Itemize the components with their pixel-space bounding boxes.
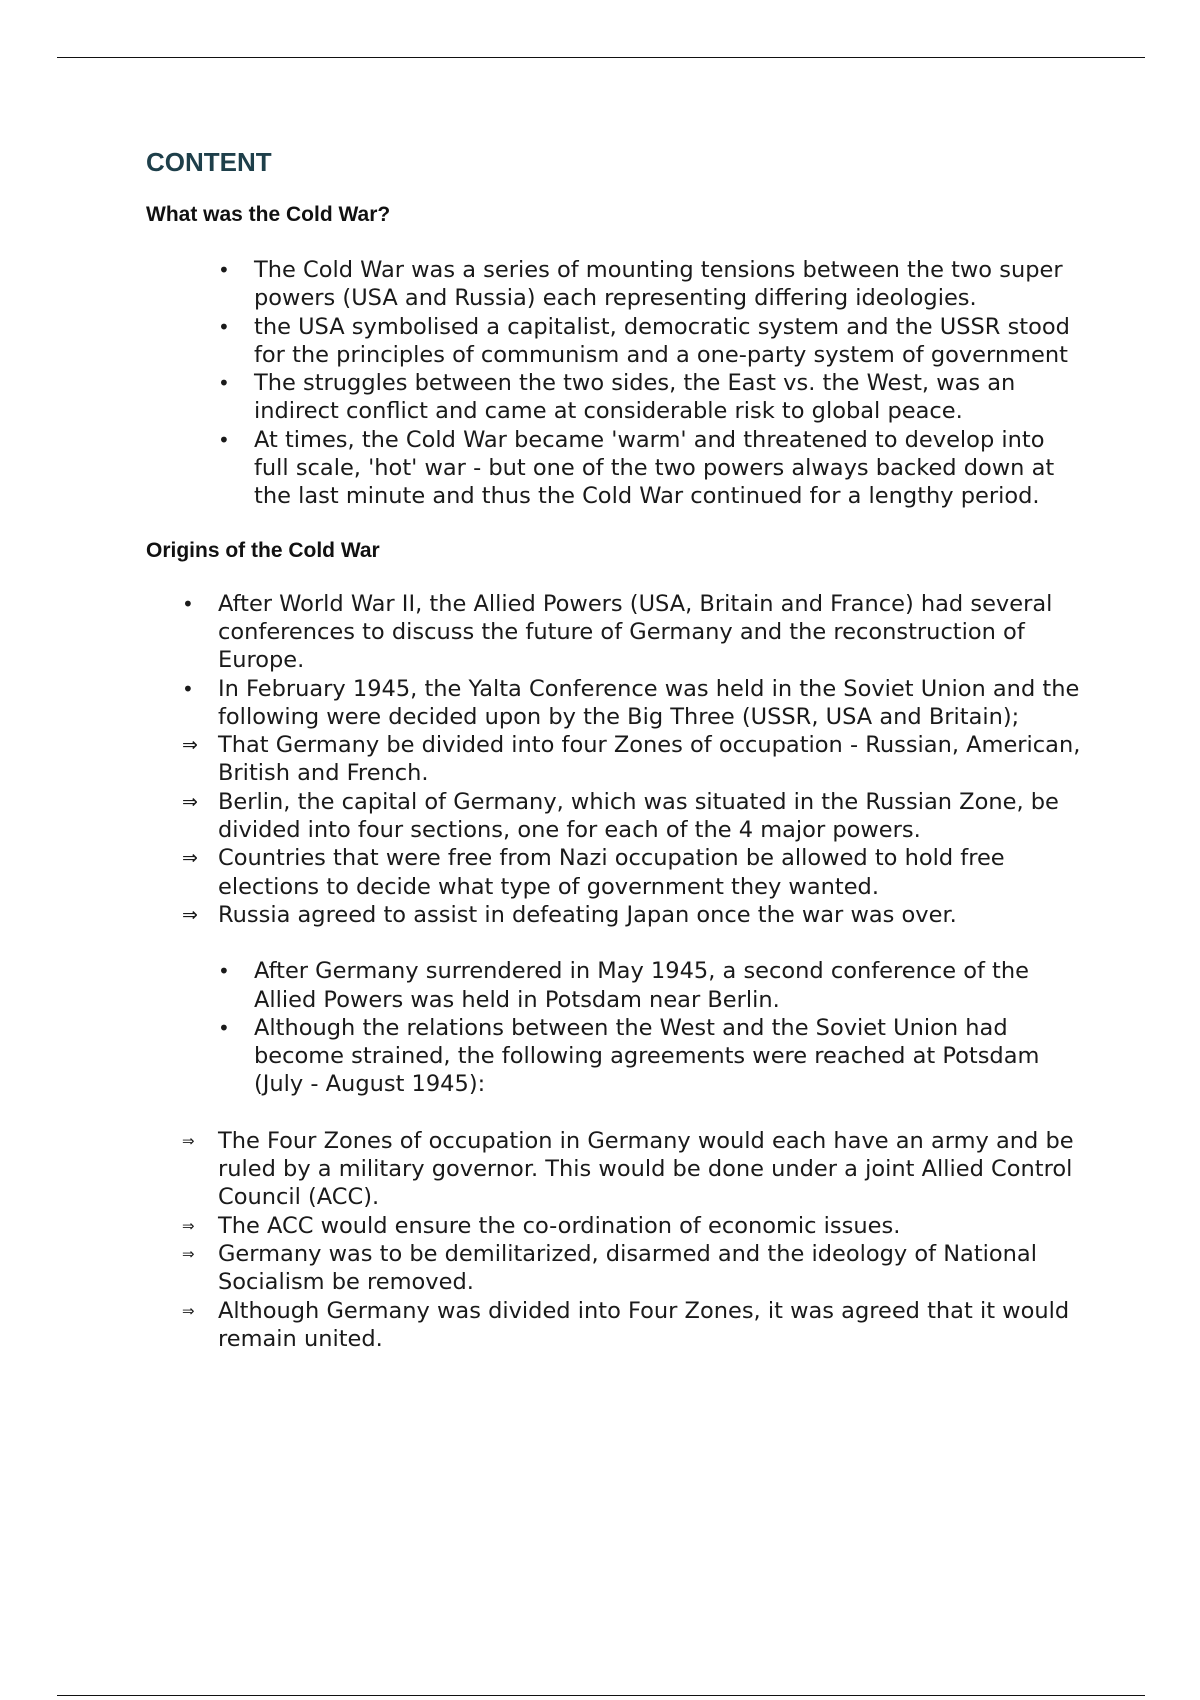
heading-what-was-cold-war: What was the Cold War? xyxy=(146,203,391,226)
bottom-rule xyxy=(57,1695,1145,1696)
arrow-right-icon: ⇒ xyxy=(182,1131,195,1150)
list-item: ⇒ Although Germany was divided into Four Zones, it was agreed that it would remain united. xyxy=(182,1297,1070,1352)
document-body xyxy=(146,142,1086,1353)
list-item: ⇒ The Four Zones of occupation in Germany would each have an army and be ruled by a military governor. This would be done under a joint Allied Control Council (ACC). xyxy=(182,1127,1074,1211)
arrow-right-icon: ⇒ xyxy=(182,903,198,926)
bullet-icon: • xyxy=(218,427,230,452)
arrow-right-icon: ⇒ xyxy=(182,734,198,757)
list-item: • After World War II, the Allied Powers (USA, Britain and France) had several conferences to discuss the future of Germany and the reconstruction of Europe. xyxy=(182,590,1053,674)
arrow-right-icon: ⇒ xyxy=(182,847,198,870)
bullet-icon: • xyxy=(218,371,230,396)
list-item: ⇒ Countries that were free from Nazi occupation be allowed to hold free elections to decide what type of government they wanted. xyxy=(182,845,1005,900)
list-item: ⇒ That Germany be divided into four Zones of occupation - Russian, American, British and French. xyxy=(182,732,1081,787)
bullet-icon: • xyxy=(218,258,230,282)
bullet-icon: • xyxy=(218,959,230,984)
list-item: ⇒ The ACC would ensure the co-ordination of economic issues. xyxy=(182,1212,901,1239)
list-potsdam-agreements xyxy=(146,1127,1086,1353)
list-item: • Although the relations between the West and the Soviet Union had become strained, the following agreements were reached at Potsdam (July - August 1945): xyxy=(218,1014,1040,1098)
list-item: • The struggles between the two sides, the East vs. the West, was an indirect conflict and came at considerable risk to global peace. xyxy=(218,370,1016,425)
list-item: • At times, the Cold War became 'warm' and threatened to develop into full scale, 'hot' war - but one of the two powers always backed down at the last minute and thus the Cold War continued for a lengthy period. xyxy=(218,426,1055,510)
page-title: CONTENT xyxy=(146,147,272,177)
bullet-icon: • xyxy=(218,1015,230,1040)
arrow-right-icon: ⇒ xyxy=(182,1244,195,1263)
heading-origins-of-cold-war: Origins of the Cold War xyxy=(146,538,380,562)
top-rule xyxy=(57,57,1145,58)
arrow-right-icon: ⇒ xyxy=(182,1301,195,1320)
list-item: • In February 1945, the Yalta Conference was held in the Soviet Union and the following were decided upon by the Big Three (USSR, USA and Britain); xyxy=(182,675,1080,730)
bullet-icon: • xyxy=(182,591,194,616)
arrow-right-icon: ⇒ xyxy=(182,1216,195,1235)
list-item: • The Cold War was a series of mounting tensions between the two super powers (USA and Russia) each representing differing ideologies. xyxy=(218,257,1063,312)
bullet-icon: • xyxy=(218,314,230,339)
bullet-icon: • xyxy=(182,676,194,701)
list-potsdam-conference xyxy=(146,957,1086,1098)
list-item: • After Germany surrendered in May 1945, a second conference of the Allied Powers was held in Potsdam near Berlin. xyxy=(218,958,1029,1013)
list-item: ⇒ Russia agreed to assist in defeating Japan once the war was over. xyxy=(182,901,957,928)
arrow-right-icon: ⇒ xyxy=(182,790,198,813)
list-item: ⇒ Berlin, the capital of Germany, which was situated in the Russian Zone, be divided into four sections, one for each of the 4 major powers. xyxy=(182,788,1059,844)
list-origins xyxy=(146,590,1086,930)
list-item: ⇒ Germany was to be demilitarized, disarmed and the ideology of National Socialism be removed. xyxy=(182,1240,1037,1296)
list-item: • the USA symbolised a capitalist, democratic system and the USSR stood for the principles of communism and a one-party system of government xyxy=(218,313,1070,368)
list-what-was-cold-war xyxy=(146,256,1086,511)
